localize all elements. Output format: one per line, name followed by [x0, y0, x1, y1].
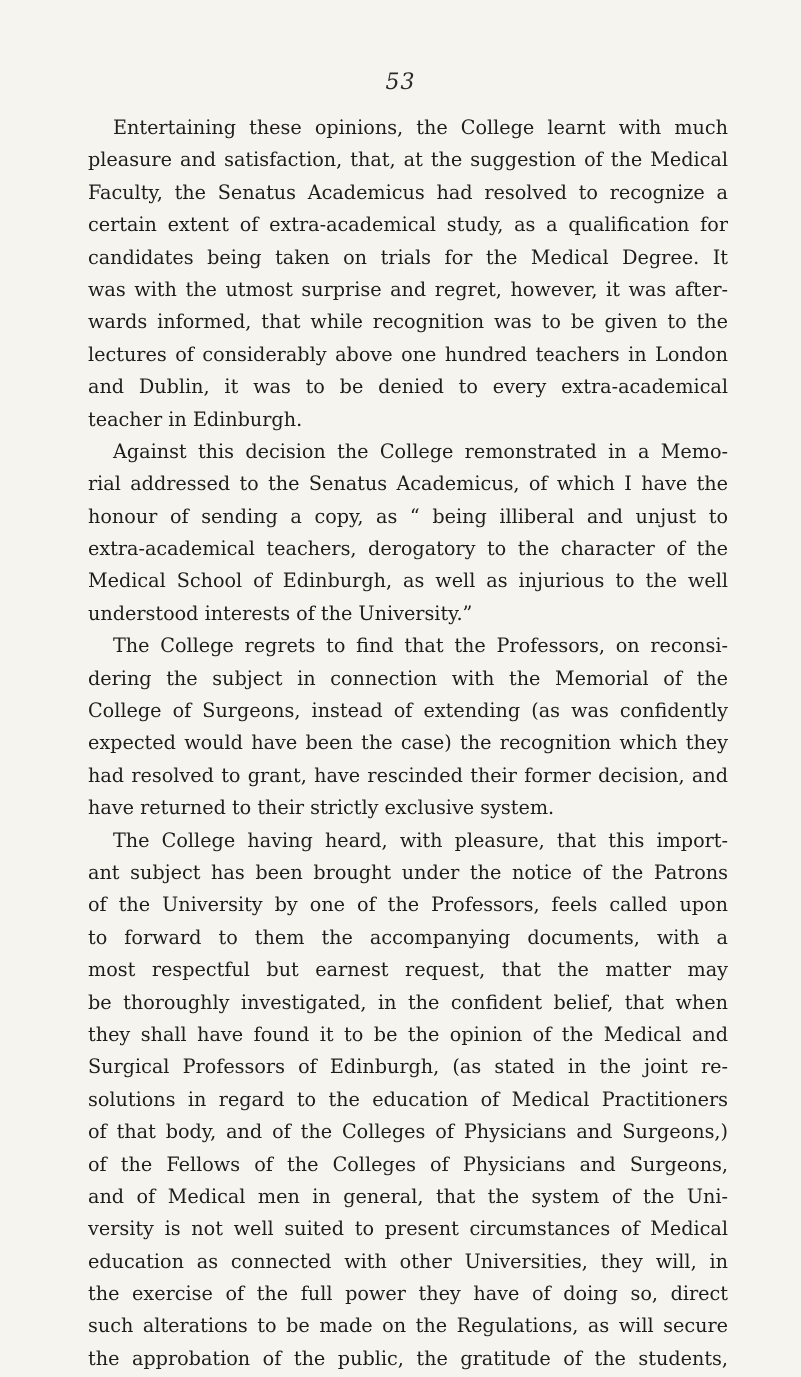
text-line: pleasure and satisfaction, that, at the suggestion of the Medical [88, 148, 728, 172]
text-line: understood interests of the University.” [88, 601, 473, 625]
body-text [88, 112, 728, 1375]
text-line: have returned to their strictly exclusive system. [88, 796, 555, 820]
text-line: dering the subject in connection with the Memorial of the [88, 666, 728, 690]
text-line: was with the utmost surprise and regret, however, it was after- [88, 277, 728, 301]
text-line: such alterations to be made on the Regulations, as will secure [88, 1314, 728, 1338]
paragraph [88, 436, 728, 630]
text-line: of the University by one of the Professors, feels called upon [88, 893, 728, 917]
text-line: most respectful but earnest request, that the matter may [88, 958, 728, 982]
text-line: lectures of considerably above one hundred teachers in London [88, 342, 728, 366]
text-line: Surgical Professors of Edinburgh, (as stated in the joint re- [88, 1055, 728, 1079]
text-line: and Dublin, it was to be denied to every extra-academical [88, 375, 728, 399]
text-line: teacher in Edinburgh. [88, 407, 303, 431]
text-line: expected would have been the case) the recognition which they [88, 731, 728, 755]
text-line: had resolved to grant, have rescinded their former decision, and [88, 763, 728, 787]
text-line: of the Fellows of the Colleges of Physicians and Surgeons, [88, 1152, 728, 1176]
text-line: be thoroughly investigated, in the confident belief, that when [88, 990, 728, 1014]
paragraph [88, 825, 728, 1376]
text-line: versity is not well suited to present circumstances of Medical [88, 1217, 728, 1241]
text-line: the approbation of the public, the gratitude of the students, [88, 1346, 728, 1370]
text-line: ant subject has been brought under the notice of the Patrons [88, 860, 728, 884]
text-line: Medical School of Edinburgh, as well as injurious to the well [88, 569, 728, 593]
text-line: the exercise of the full power they have of doing so, direct [88, 1282, 728, 1306]
page-number: 53 [385, 70, 416, 95]
text-line: candidates being taken on trials for the Medical Degree. It [88, 245, 728, 269]
text-line: education as connected with other Universities, they will, in [88, 1249, 728, 1273]
text-line: Faculty, the Senatus Academicus had resolved to recognize a [88, 180, 728, 204]
text-line: they shall have found it to be the opinion of the Medical and [88, 1022, 728, 1046]
text-line: and of Medical men in general, that the system of the Uni- [88, 1184, 728, 1208]
paragraph [88, 630, 728, 824]
text-line: honour of sending a copy, as “ being illiberal and unjust to [88, 504, 728, 528]
text-line: College of Surgeons, instead of extending (as was confidently [88, 699, 728, 723]
text-line: rial addressed to the Senatus Academicus, of which I have the [88, 472, 728, 496]
text-line: certain extent of extra-academical study, as a qualification for [88, 213, 728, 237]
text-line: Against this decision the College remonstrated in a Memo- [113, 439, 728, 463]
text-line: extra-academical teachers, derogatory to the character of the [88, 537, 728, 561]
paragraph [88, 112, 728, 436]
text-line: to forward to them the accompanying documents, with a [88, 925, 728, 949]
text-line: of that body, and of the Colleges of Physicians and Surgeons,) [88, 1120, 728, 1144]
text-line: Entertaining these opinions, the College learnt with much [113, 116, 728, 139]
text-line: The College regrets to find that the Professors, on reconsi- [113, 634, 728, 658]
text-line: wards informed, that while recognition was to be given to the [88, 310, 728, 334]
text-line: The College having heard, with pleasure, that this import- [113, 828, 728, 852]
text-line: solutions in regard to the education of Medical Practitioners [88, 1087, 728, 1111]
